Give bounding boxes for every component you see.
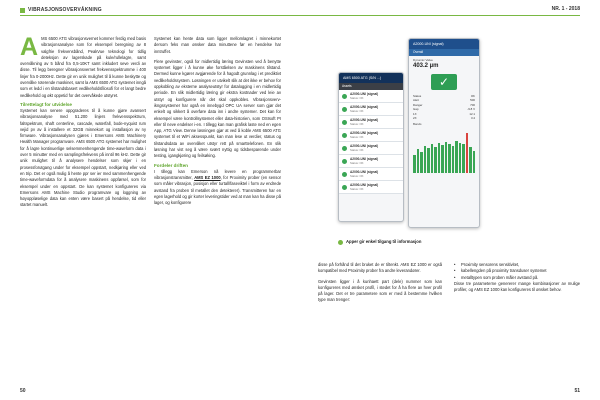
benefits-text: Flere gevinster, også for midlertidig læring Gevinsten ved å benytte systemet ligger i å kunne øke forståelsen av maskinens tilstand. Dermed kunne kgører avgjørende for å hagodt grunnlag i et prediktivt vedlikeholdssystem. Løsningen er utvikelt slik at det ikke er behov for oppkobling av eksterne analyseutstyr for datalogging i en midlertidig periode. En slik midlertidig læring gir ekstra kostnader ved leie av utstyr og konfigurere når det skal oppkobles. Vibrasjonsverv-ikngssystemer har også en innebygd OPC UA server som gjør det enkelt og sikkert å overføre data inn i andre systemer. Det kan for eksempel være kontrollsystemet eller data-historien, som OSIsoft PI eller til neve endelser i-en. I tillegg kan man grafisk laste ned en egen App, ATG View. Denne løsningen gjør at ved å koble AMS 6500 ATG systemet til et WiFi aksesspunkt, kan man lese ut verdier, status og tilstandsdata av overvåket utstyr rett på smarttelefonen. En slik løsning har vist seg å være svært nyttig og tidsbesparende under testing, igangkjøring og feilsøking. [154, 58, 281, 159]
list-item: • kabellengden på proximity transduser systemet [454, 268, 580, 274]
asset-row[interactable] [339, 181, 403, 194]
asset-text [350, 183, 378, 191]
phone1-list-title: Assets [339, 83, 403, 90]
detail-key: Alert [413, 98, 419, 103]
asset-name: A2000-UNI (signal) [350, 183, 379, 187]
subheading-operations: Fordeler driften [154, 162, 188, 168]
dynamic-value: 403.2 µm [413, 63, 439, 69]
detail-key: Status [413, 94, 422, 98]
band-bar [438, 143, 441, 174]
status-ok-icon [342, 159, 347, 164]
detail-value: 700 [470, 102, 475, 107]
expansion-paragraph: Systemet kan senere oppgraderes til å kunne gjøre avansert vibrasjonsanalyse med 51.200 linjers frekvensspektrum, faltspektrum, shaft centerline, cascade, waterfall, bode-nyquist rum vejid pv av å installere et 32GB minnekort og installasjon av ny firmware. Vibrasjonsanalysen gjøres i Emersons AMS Machinery Health Manager programvare. AMS 6500 ATG systemet har mulighet for å lagre kontinuerlige selsemmenhengende time-waveform data i over 5 minutter med en samplingsfrekvens på inntil 96 kHz. Dette gir unik mulighet til å analysere hendelser som skjer i en prosessforutgang under for eksempel oppstart, nedkjøring eller ved en trip. Det er også mulig å hente ppr ser ier med sammenhengende time-waveformdata for å analysere maskinens oppførsel, som for eksempel under en oppstart. De kan systemet konfigureres via Emersons AMS Machine Studio programvare og loggning av høyoppløselige data kan enten være basert på hendelse, tid eller startet manuelt. [20, 107, 146, 208]
band-bar [452, 146, 455, 173]
asset-name: A2000-UNI (signal) [350, 144, 379, 148]
asset-row[interactable] [339, 116, 403, 129]
page-number-left: 50 [20, 388, 26, 394]
section-label: VIBRASJONSOVERVÅKNING [28, 7, 102, 13]
paragraph-profiles: Disse tre parameterne genererer mange kombinasjoner av mulige profiler, og AMS EZ 1000 kan konfigureres til ønsket behov. [454, 280, 580, 293]
phone2-title: A2000-UNI (signal) [409, 39, 479, 49]
detail-key: 2X [413, 116, 417, 121]
left-column-1 [20, 33, 146, 209]
transmitter-text-before: I tillegg kan Emerson nå levere en programmerbar vibrasjonstransmitter, [154, 168, 281, 180]
asset-status: Status: OK [350, 161, 364, 165]
asset-status: Status: OK [350, 109, 364, 113]
band-bar [424, 146, 427, 173]
asset-text [350, 144, 378, 152]
asset-text [350, 131, 378, 139]
detail-values [409, 94, 479, 120]
asset-status: Status: OK [350, 187, 364, 191]
checkmark-icon: ✓ [431, 74, 457, 90]
detail-key: 1X [413, 111, 417, 116]
header-rule [20, 15, 580, 16]
figure-caption [338, 239, 488, 245]
page-number-right: 51 [574, 388, 580, 394]
status-ok-icon [342, 94, 347, 99]
right-column-2 [454, 262, 580, 293]
asset-text [350, 170, 378, 178]
paragraph-buffered-data: Systemet kan hente data som ligger mellomlagret i minnekortet dersom feks man ønsker data minuttene før en hendelse har inntruffet. [154, 36, 281, 54]
asset-row[interactable] [339, 168, 403, 181]
asset-text [350, 92, 378, 100]
asset-status: Status: OK [350, 174, 364, 178]
parameter-list [454, 262, 580, 281]
band-bar [427, 148, 430, 174]
asset-list [339, 90, 403, 194]
asset-name: A2000-UNI (signal) [350, 157, 379, 161]
list-item: • Proximity sensorens sensitivitet, [454, 262, 580, 268]
asset-status: Status: OK [350, 122, 364, 126]
paragraph-transmitter [154, 169, 281, 207]
phone1-title: AMS 6500 ATG (S/N ...) [339, 73, 403, 83]
section-marker-icon [20, 8, 25, 13]
asset-name: A2000-UNI (signal) [350, 131, 379, 135]
status-check [409, 70, 479, 94]
asset-status: Status: OK [350, 148, 364, 152]
status-ok-icon [342, 107, 347, 112]
subheading-expansion: Tilrettelagt for utvidelse [20, 101, 72, 107]
asset-text [350, 157, 378, 165]
intro-paragraph [20, 33, 146, 99]
paragraph-part-number: Gevinsten ligger i å kunhaett part (dele) nummer som kan konfigureres med ønsket profil, i stedet for å ha flere av hver profil på lager. Det er tre parametere som er med å bestemme hvilken type man trenger: [318, 278, 442, 303]
band-bar [469, 147, 472, 173]
band-bar [466, 133, 469, 173]
asset-name: A2000-UNI (signal) [350, 118, 379, 122]
detail-value: OK [470, 94, 475, 98]
paragraph-compatibility: disse på forhånd til det bruket de er tiltenkt. AMS EZ 1000 er også kompatibel med Proximity prober fra andre leverandører. [318, 262, 442, 274]
asset-status: Status: OK [350, 96, 364, 100]
band-bar [459, 143, 462, 174]
detail-key: Gap [413, 107, 419, 112]
detail-value: -9.8 V [467, 107, 475, 112]
dynamic-value-label: Dynamic Value [413, 58, 433, 62]
asset-row[interactable] [339, 90, 403, 103]
transmitter-text-after: , for Proximity prober (en sensor som måler vibrasjon, posisjon eller turtall/faseviktel i form av endrede avstand fra proben til metallet den detekterer). Transmitteren har en egen lagerhold og gir korter leveringstider ved at man kan ha disse på lager, og konfigurere [154, 174, 281, 206]
drop-cap: A [20, 33, 39, 61]
band-bar [431, 144, 434, 173]
asset-status: Status: OK [350, 135, 364, 139]
asset-row[interactable] [339, 142, 403, 155]
band-bar [434, 147, 437, 173]
band-bar [473, 151, 476, 174]
status-ok-icon [342, 185, 347, 190]
band-bar [413, 155, 416, 173]
intro-text: MS 6500 ATG vibrasjonsvernet kommer ferdig med basis vibrasjonsanalyse som for eksempel beregning av 8 valgfrie frekvensbånd, PeakVue teknologi for tidlig deteksjon av lagerskade på kule/rullelagre, samt overvåkning av 5 bånd fra 0,5-10KT samt inkludert seve verdi av disse. Til legg beregner vibrasjonsvernet frekvensspektrumme i 400 linjer fra 0-2000Hz. Dette gir en unik mulighet til å kunne beskytte og overvåke roterende maskinet, samt la AMS 6500 ATG systemet inngå som et ledd i en tilstandsbasert vedlikeholdsfilosofi for et langt bedre vedlikehold og økt oppetid for det overvåkede utstyret. [20, 36, 146, 98]
detail-value: 3.4 [470, 116, 475, 121]
band-bar [441, 145, 444, 173]
band-bar [448, 144, 451, 174]
left-column-2 [154, 36, 281, 206]
right-column-1 [318, 262, 442, 304]
band-bar [462, 144, 465, 173]
phone-asset-list [338, 72, 404, 222]
asset-name: A2000-UNI (signal) [350, 105, 379, 109]
asset-name: A2000-UNI (signal) [350, 92, 379, 96]
issue-number: NR. 1 - 2018 [551, 6, 580, 12]
status-ok-icon [342, 120, 347, 125]
detail-key: Danger [413, 102, 423, 107]
asset-row[interactable] [339, 129, 403, 142]
section-header [20, 7, 102, 13]
band-bar [455, 141, 458, 174]
band-bar [420, 152, 423, 173]
page-header [20, 4, 580, 18]
asset-row[interactable] [339, 155, 403, 168]
status-ok-icon [342, 172, 347, 177]
asset-text [350, 105, 378, 113]
bands-label: Bands [413, 122, 422, 127]
paragraph-benefits [154, 59, 281, 160]
band-bar [445, 142, 448, 174]
asset-text [350, 118, 378, 126]
band-bar-chart [409, 129, 479, 173]
asset-name: A2000-UNI (signal) [350, 170, 379, 174]
phone2-subtitle: Overall [409, 49, 479, 56]
ams-ez1000-link[interactable]: AMS EZ 1000 [194, 174, 221, 180]
caption-text: Apper gir enkel tilgang til informasjon [346, 239, 422, 244]
asset-row[interactable] [339, 103, 403, 116]
detail-value: 12.1 [469, 111, 475, 116]
status-ok-icon [342, 133, 347, 138]
band-bar [417, 149, 420, 173]
phone-asset-detail [408, 38, 480, 228]
detail-value: 500 [470, 98, 475, 103]
list-item: • metalltypen som proben måler avstand på. [454, 275, 580, 281]
status-ok-icon [342, 146, 347, 151]
caption-bullet-icon [338, 240, 343, 245]
